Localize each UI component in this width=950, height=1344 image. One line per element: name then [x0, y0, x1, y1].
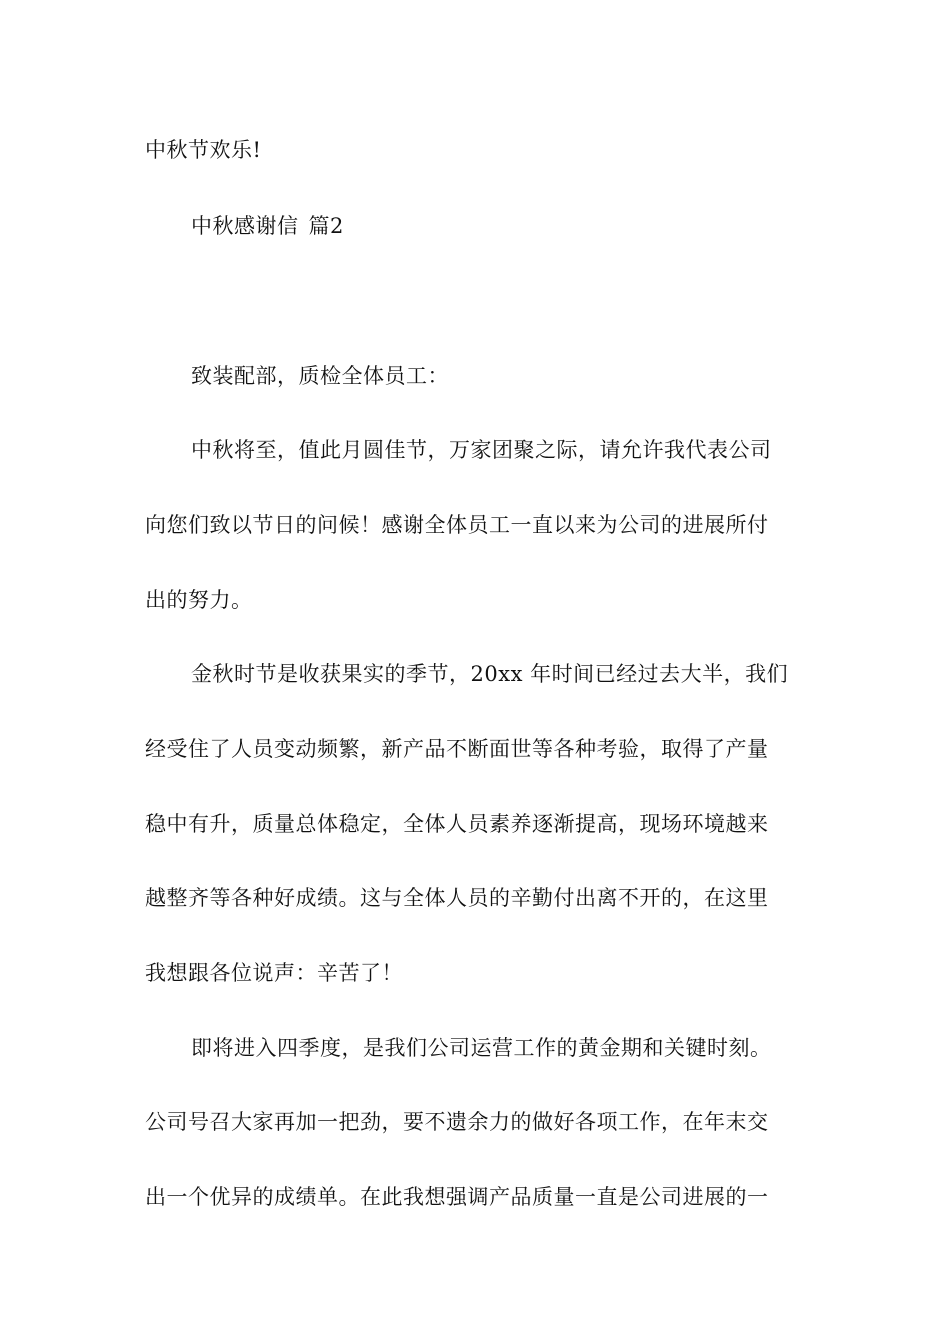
closing-line: 中秋节欢乐! [145, 138, 262, 162]
section-heading [191, 214, 344, 238]
paragraph-line: 经受住了人员变动频繁，新产品不断面世等各种考验，取得了产量 [145, 737, 769, 761]
paragraph-line: 稳中有升，质量总体稳定，全体人员素养逐渐提高，现场环境越来 [145, 812, 769, 836]
salutation: 致装配部，质检全体员工： [191, 364, 449, 388]
section-title: 中秋感谢信 [191, 214, 299, 238]
section-number: 篇2 [308, 214, 344, 238]
paragraph-line: 公司号召大家再加一把劲，要不遗余力的做好各项工作，在年末交 [145, 1110, 769, 1134]
paragraph-line: 出的努力。 [145, 588, 253, 612]
paragraph-line: 向您们致以节日的问候！感谢全体员工一直以来为公司的进展所付 [145, 513, 769, 537]
paragraph-line: 我想跟各位说声：辛苦了！ [145, 961, 403, 985]
paragraph-line: 出一个优异的成绩单。在此我想强调产品质量一直是公司进展的一 [145, 1185, 769, 1209]
paragraph-line: 金秋时节是收获果实的季节，20xx 年时间已经过去大半，我们 [191, 662, 789, 686]
paragraph-line: 即将进入四季度，是我们公司运营工作的黄金期和关键时刻。 [191, 1036, 772, 1060]
paragraph-line: 越整齐等各种好成绩。这与全体人员的辛勤付出离不开的，在这里 [145, 886, 769, 910]
paragraph-line: 中秋将至，值此月圆佳节，万家团聚之际，请允许我代表公司 [191, 438, 772, 462]
